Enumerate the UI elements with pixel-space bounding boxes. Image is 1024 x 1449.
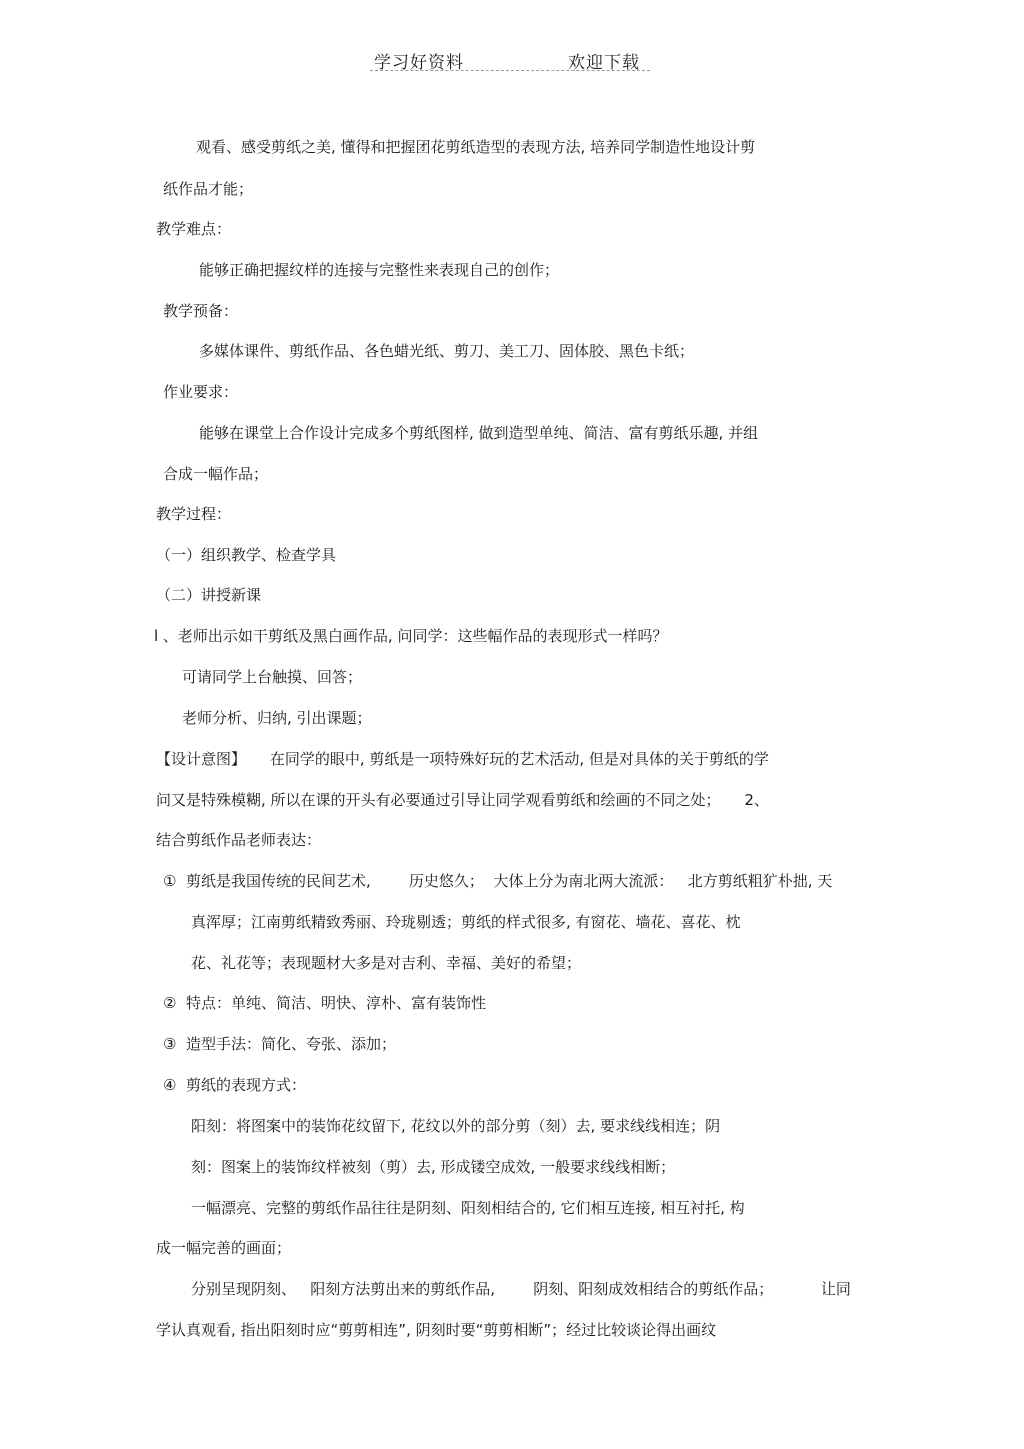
item-1: l 、老师出示如干剪纸及黑白画作品, 问同学：这些幅作品的表现形式一样吗？ [154,627,668,645]
prep-text: 多媒体课件、剪纸作品、各色蜡光纸、剪刀、美工刀、固体胶、黑色卡纸； [199,342,695,360]
combine-line-1: 一幅漂亮、完整的剪纸作品往往是阴刻、阳刻相结合的, 它们相互连接, 相互衬托, 构 [191,1199,745,1217]
show-line-2: 学认真观看, 指出阳刻时应“剪剪相连”, 阴刻时要“剪剪相断”；经过比较谈论得出画纹 [156,1321,717,1339]
yangke-line-2: 刻：图案上的装饰纹样被刻（剪）去, 形成镂空成效, 一般要求线线相断； [191,1158,676,1176]
combine-line-2: 成一幅完善的画面； [156,1239,292,1257]
homework-line-1: 能够在课堂上合作设计完成多个剪纸图样, 做到造型单纯、简洁、富有剪纸乐趣, 并组 [199,424,759,442]
process-heading: 教学过程： [156,505,232,523]
yangke-line-1: 阳刻：将图案中的装饰花纹留下, 花纹以外的部分剪（刻）去, 要求线线相连；阴 [191,1117,721,1135]
homework-heading: 作业要求： [163,383,239,401]
point-1-line-1: ① 剪纸是我国传统的民间艺术, 历史悠久； 大体上分为南北两大流派： 北方剪纸粗犷朴拙, 天 [163,872,833,890]
page-header [0,44,1024,74]
header-right-text: 欢迎下载 [568,53,640,73]
difficulty-text: 能够正确把握纹样的连接与完整性来表现自己的创作； [199,261,560,279]
design-intent-line-2: 问又是特殊模糊, 所以在课的开头有必要通过引导让同学观看剪纸和绘画的不同之处； 2、 [156,791,769,809]
item-1a: 可请同学上台触摸、回答； [182,668,363,686]
objective-line-1: 观看、感受剪纸之美, 懂得和把握团花剪纸造型的表现方法, 培养同学制造性地设计剪 [196,138,756,156]
design-intent-line-1: 【设计意图】 在同学的眼中, 剪纸是一项特殊好玩的艺术活动, 但是对具体的关于剪纸的学 [156,750,769,768]
prep-heading: 教学预备： [163,302,239,320]
design-intent-line-3: 结合剪纸作品老师表达： [156,831,322,849]
header-left-text: 学习好资料 [374,53,464,73]
process-step-1: （一）组织教学、检查学具 [156,546,337,564]
point-3: ③ 造型手法：简化、夸张、添加； [163,1035,396,1053]
header-divider [370,70,650,71]
point-1-line-2: 真浑厚；江南剪纸精致秀丽、玲珑剔透；剪纸的样式很多, 有窗花、墙花、喜花、枕 [191,913,741,931]
homework-line-2: 合成一幅作品； [163,465,269,483]
point-4: ④ 剪纸的表现方式： [163,1076,306,1094]
process-step-2: （二）讲授新课 [156,586,262,604]
point-2: ② 特点：单纯、简洁、明快、淳朴、富有装饰性 [163,994,486,1012]
objective-line-2: 纸作品才能； [163,180,254,198]
item-1b: 老师分析、归纳, 引出课题； [182,709,372,727]
difficulty-heading: 教学难点： [156,220,232,238]
point-1-line-3: 花、礼花等；表现题材大多是对吉利、幸福、美好的希望； [191,954,582,972]
show-line-1: 分别呈现阴刻、 阳刻方法剪出来的剪纸作品, 阴刻、阳刻成效相结合的剪纸作品； 让同 [191,1280,851,1298]
